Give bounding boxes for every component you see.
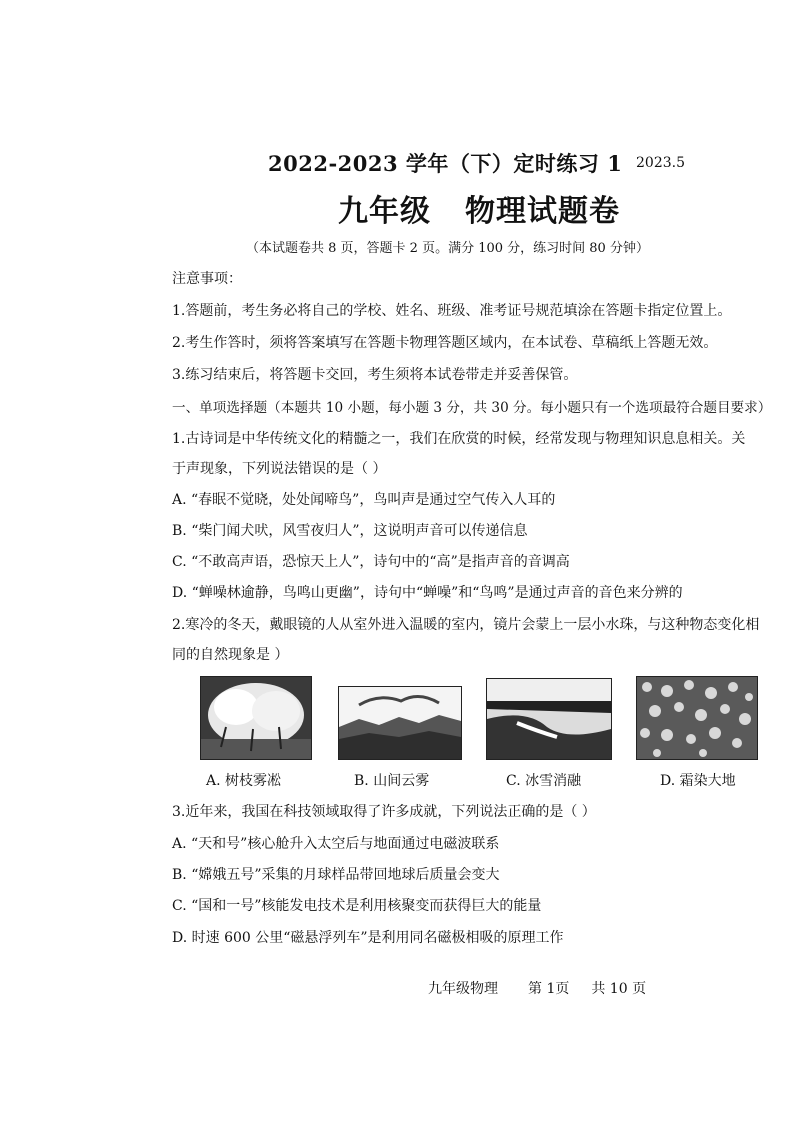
q1-option-c: C. “不敢高声语，恐惊天上人”，诗句中的“高”是指声音的音调高: [172, 554, 570, 570]
section-heading: 一、单项选择题（本题共 10 小题，每小题 3 分，共 30 分。每小题只有一个选项最符合题目要求）: [172, 400, 772, 416]
image-frost-ground: [636, 676, 758, 760]
footer-subject: 九年级物理: [428, 981, 498, 997]
image-melting-ice: [486, 678, 612, 760]
paper-subtitle: （本试题卷共 8 页，答题卡 2 页。满分 100 分，练习时间 80 分钟）: [246, 241, 649, 256]
image-rime-tree: [200, 676, 312, 760]
paper-title: [338, 186, 620, 230]
exam-date: 2023.5: [636, 155, 685, 171]
note-item: 1.答题前，考生务必将自己的学校、姓名、班级、准考证号规范填涂在答题卡指定位置上。: [172, 303, 732, 319]
q3-option-c: C. “国和一号”核能发电技术是利用核聚变而获得巨大的能量: [172, 898, 542, 914]
notes-heading: 注意事项：: [172, 271, 242, 287]
q2-stem-line2: 同的自然现象是 ）: [172, 647, 289, 663]
q3-option-d: D. 时速 600 公里“磁悬浮列车”是利用同名磁极相吸的原理工作: [172, 930, 564, 946]
q1-stem-line2: 于声现象，下列说法错误的是（ ）: [172, 461, 387, 477]
q3-stem: 3.近年来，我国在科技领域取得了许多成就，下列说法正确的是（ ）: [172, 804, 596, 820]
q2-caption-d: D. 霜染大地: [660, 773, 736, 789]
image-mountain-fog: [338, 686, 462, 760]
q2-caption-a: A. 树枝雾凇: [206, 773, 282, 789]
q3-option-a: A. “天和号”核心舱升入太空后与地面通过电磁波联系: [172, 836, 500, 852]
q3-option-b: B. “嫦娥五号”采集的月球样品带回地球后质量会变大: [172, 867, 500, 883]
page-footer: [428, 978, 646, 998]
q1-option-a: A. “春眠不觉晓，处处闻啼鸟”，鸟叫声是通过空气传入人耳的: [172, 492, 556, 508]
note-item: 2.考生作答时，须将答案填写在答题卡物理答题区域内，在本试卷、草稿纸上答题无效。: [172, 335, 718, 351]
q1-option-b: B. “柴门闻犬吠，风雪夜归人”，这说明声音可以传递信息: [172, 523, 528, 539]
grade-label: 九年级: [338, 194, 431, 229]
footer-total: 共 10 页: [591, 981, 647, 997]
q2-caption-c: C. 冰雪消融: [506, 773, 582, 789]
note-item: 3.练习结束后，将答题卡交回，考生须将本试卷带走并妥善保管。: [172, 367, 578, 383]
q1-stem-line1: 1.古诗词是中华传统文化的精髓之一，我们在欣赏的时候，经常发现与物理知识息息相关。关: [172, 431, 746, 447]
q2-caption-b: B. 山间云雾: [354, 773, 430, 789]
q2-stem-line1: 2.寒冷的冬天，戴眼镜的人从室外进入温暖的室内，镜片会蒙上一层小水珠，与这种物态变化相: [172, 617, 760, 633]
q1-option-d: D. “蝉噪林逾静，鸟鸣山更幽”，诗句中“蝉噪”和“鸟鸣”是通过声音的音色来分辨的: [172, 585, 683, 601]
exam-title: 2022-2023 学年（下）定时练习 1: [268, 151, 623, 176]
subject-label: 物理试题卷: [465, 194, 620, 229]
footer-page: 第 1页: [528, 981, 570, 997]
